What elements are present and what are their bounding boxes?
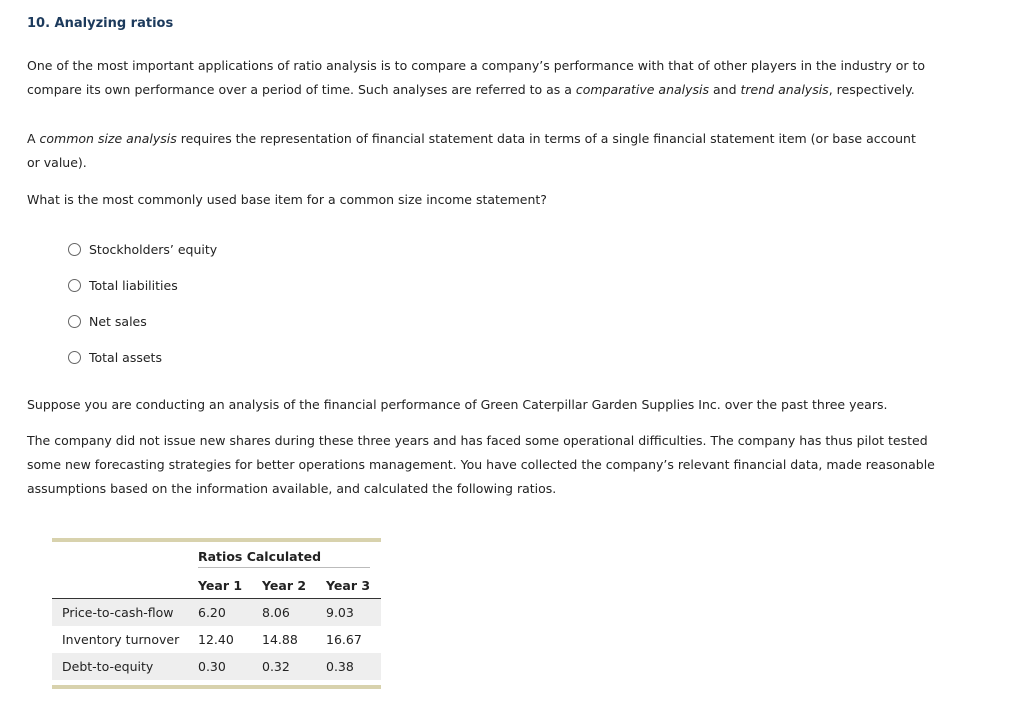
intro-text: compare its own performance over a period of time. Such analyses are referred to as a bbox=[27, 82, 576, 97]
intro-line-2 bbox=[27, 78, 967, 102]
radio-button[interactable] bbox=[68, 315, 81, 328]
option-label: Net sales bbox=[89, 313, 147, 329]
table-title: Ratios Calculated bbox=[198, 549, 370, 568]
radio-button[interactable] bbox=[68, 351, 81, 364]
header-year-3: Year 3 bbox=[326, 577, 371, 593]
table-bottom-bar bbox=[52, 685, 381, 689]
section-title: 10. Analyzing ratios bbox=[27, 16, 174, 31]
table-row bbox=[52, 626, 381, 653]
row-label: Debt-to-equity bbox=[62, 659, 154, 674]
table-row bbox=[52, 599, 381, 626]
intro-line-1: One of the most important applications of ratio analysis is to compare a company’s performance with that of other players in the industry or to bbox=[27, 58, 926, 73]
row-label: Inventory turnover bbox=[62, 632, 180, 647]
details-text: The company did not issue new shares during these three years and has faced some operational difficulties. The company has thus pilot tested some new forecasting strategies for better operations management. You have collected the company’s relevant financial data, made reasonable assumptions based on the information available, and calculated the following ratios. bbox=[27, 433, 935, 496]
intro-text: , respectively. bbox=[828, 82, 915, 97]
radio-button[interactable] bbox=[68, 243, 81, 256]
option-total-assets[interactable] bbox=[68, 339, 217, 375]
cell-value: 14.88 bbox=[262, 632, 298, 647]
option-label: Total liabilities bbox=[89, 277, 178, 293]
cell-value: 0.38 bbox=[326, 659, 354, 674]
cell-value: 16.67 bbox=[326, 632, 362, 647]
scenario-text: Suppose you are conducting an analysis of the financial performance of Green Caterpillar Garden Supplies Inc. over the past three years. bbox=[27, 397, 888, 412]
question-text: What is the most commonly used base item for a common size income statement? bbox=[27, 192, 547, 207]
cell-value: 6.20 bbox=[198, 605, 226, 620]
answer-options bbox=[68, 231, 217, 375]
common-size-paragraph bbox=[27, 127, 922, 175]
header-year-2: Year 2 bbox=[262, 577, 307, 593]
cell-value: 0.32 bbox=[262, 659, 290, 674]
table-row bbox=[52, 653, 381, 680]
header-year-1: Year 1 bbox=[198, 577, 243, 593]
term-common-size-analysis: common size analysis bbox=[39, 131, 177, 146]
option-total-liabilities[interactable] bbox=[68, 267, 217, 303]
option-label: Stockholders’ equity bbox=[89, 241, 218, 257]
row-label: Price-to-cash-flow bbox=[62, 605, 174, 620]
option-label: Total assets bbox=[89, 349, 162, 365]
ratios-table bbox=[52, 538, 381, 689]
intro-paragraph bbox=[27, 54, 967, 102]
cell-value: 0.30 bbox=[198, 659, 226, 674]
term-trend-analysis: trend analysis bbox=[740, 82, 829, 97]
option-net-sales[interactable] bbox=[68, 303, 217, 339]
cell-value: 12.40 bbox=[198, 632, 234, 647]
table-header-row bbox=[52, 572, 381, 599]
common-size-text: A bbox=[27, 131, 40, 146]
intro-text: and bbox=[709, 82, 741, 97]
term-comparative-analysis: comparative analysis bbox=[575, 82, 710, 97]
table-title-row bbox=[52, 542, 381, 572]
option-stockholders-equity[interactable] bbox=[68, 231, 217, 267]
cell-value: 9.03 bbox=[326, 605, 354, 620]
radio-button[interactable] bbox=[68, 279, 81, 292]
common-size-text: requires the representation of financial statement data in terms of a single financial statement item (or base account or value). bbox=[27, 131, 916, 170]
cell-value: 8.06 bbox=[262, 605, 290, 620]
